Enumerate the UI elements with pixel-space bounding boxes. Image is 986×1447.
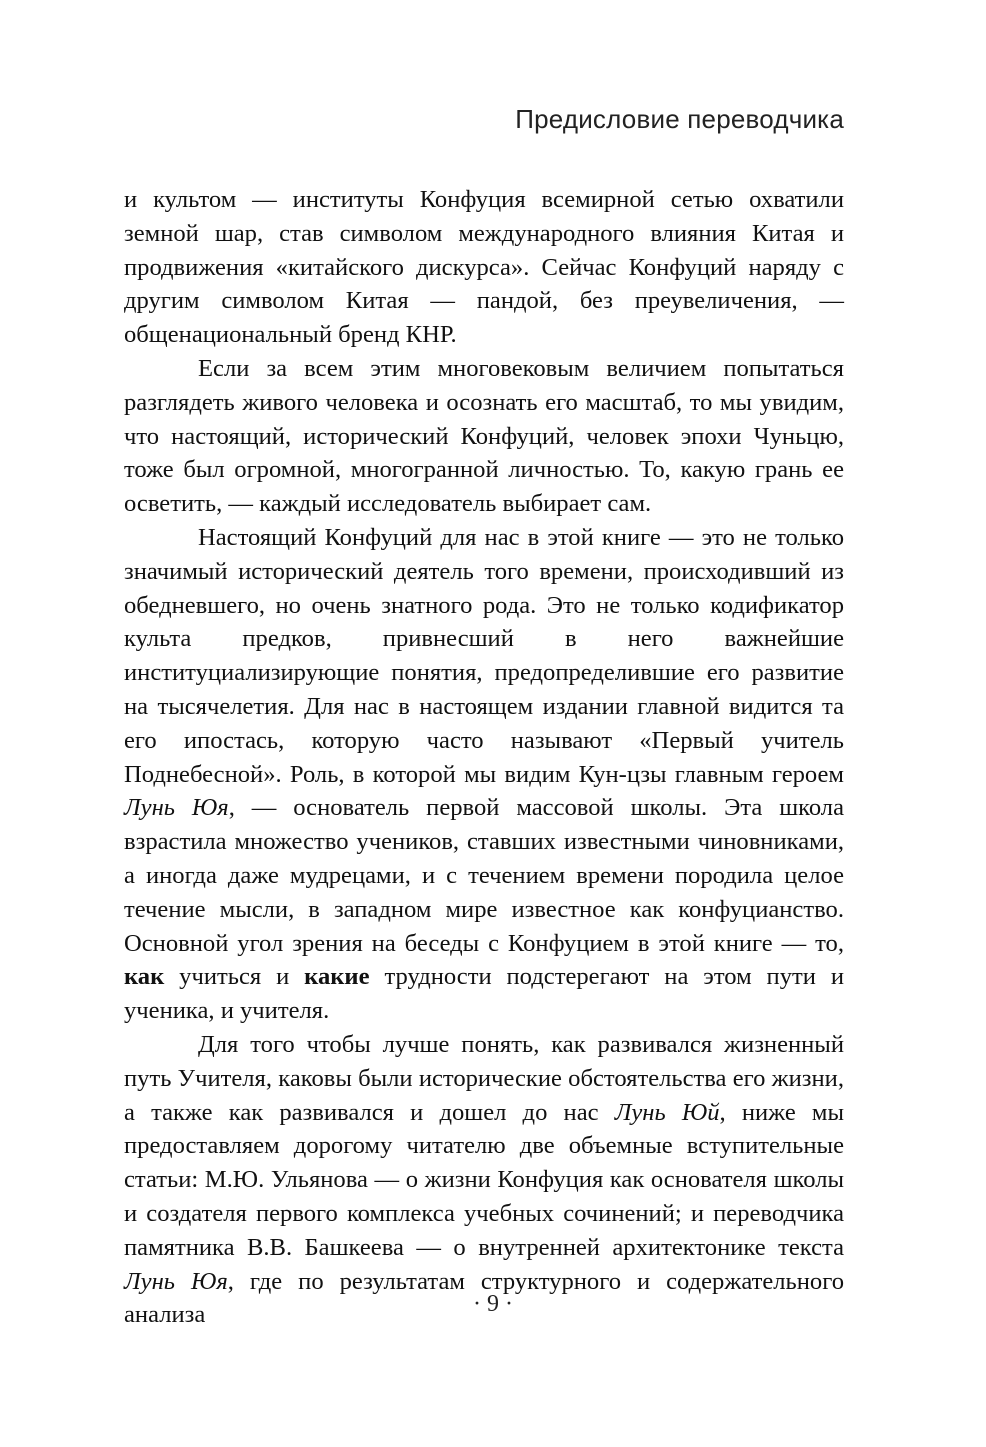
- running-header: Предисловие переводчика: [515, 104, 844, 134]
- text-run: Если за всем этим многовековым величием попытаться разглядеть живого человека и осознать его масштаб, то мы увидим, что настоящий, исторический Конфуций, человек эпохи Чуньцю, тоже был огромной, многогранной личностью. То, какую грань ее осветить, — каждый исследователь выбирает сам.: [124, 354, 844, 518]
- italic-title: Лунь Юя: [124, 1267, 228, 1295]
- text-run: , где по результатам структурного и содержательного анализа: [124, 1267, 844, 1329]
- paragraph: [124, 521, 844, 1028]
- text-run: , ниже мы предоставляем дорогому читателю две объемные вступительные статьи: М.Ю. Ульянова — о жизни Конфуция как основателя школы и создателя первого комплекса учебных сочинений; и переводчика памятника В.В. Башкеева — о внутренней архитектонике текста: [124, 1098, 844, 1261]
- text-run: учиться и: [164, 963, 305, 991]
- text-run: трудности подстерегают на этом пути и ученика, и учителя.: [124, 963, 844, 1025]
- paragraph: [124, 183, 844, 352]
- text-run: и культом — институты Конфуция всемирной сетью охватили земной шар, став символом международного влияния Китая и продвижения «китайского дискурса». Сейчас Конфуций наряду с другим символом Китая — пандой, без преувеличения, — общенациональный бренд КНР.: [124, 186, 844, 349]
- bold-emphasis: какие: [304, 963, 370, 991]
- body-text: [124, 183, 844, 1332]
- text-run: Для того чтобы лучше понять, как развивался жизненный путь Учителя, каковы были исторические обстоятельства его жизни, а также как развивался и дошел до нас: [124, 1030, 844, 1126]
- paragraph: [124, 352, 844, 521]
- italic-title: Лунь Юй: [614, 1098, 720, 1126]
- italic-title: Лунь Юя: [124, 794, 229, 822]
- bold-emphasis: как: [124, 963, 165, 991]
- page-number: · 9 ·: [473, 1291, 513, 1317]
- paragraph: [124, 1028, 844, 1332]
- text-run: , — основатель первой массовой школы. Эта школа взрастила множество учеников, ставших известными чиновниками, а иногда даже мудрецами, и с течением времени породила целое течение мысли, в западном мире известное как конфуцианство. Основной угол зрения на беседы с Конфуцием в этой книге — то,: [124, 794, 844, 957]
- text-run: Настоящий Конфуций для нас в этой книге — это не только значимый исторический деятель того времени, происходивший из обедневшего, но очень знатного рода. Это не только кодификатор культа предков, привнесший в него важнейшие институциализирующие понятия, предопределившие его развитие на тысячелетия. Для нас в настоящем издании главной видится та его ипостась, которую часто называют «Первый учитель Поднебесной». Роль, в которой мы видим Кун-цзы главным героем: [124, 523, 844, 788]
